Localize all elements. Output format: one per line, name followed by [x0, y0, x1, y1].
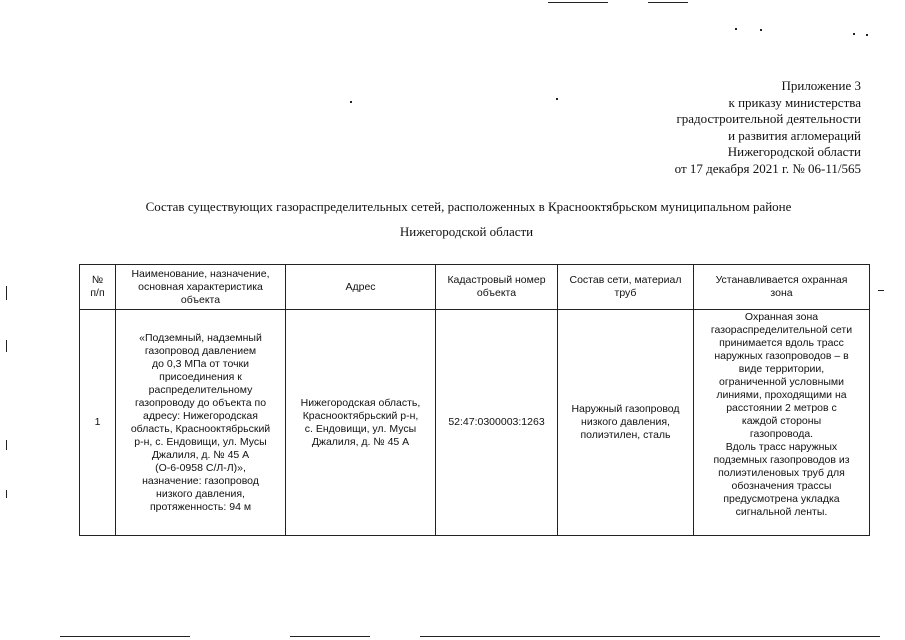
scan-artifact — [548, 2, 608, 3]
scan-artifact — [760, 29, 762, 31]
scan-artifact — [6, 440, 7, 450]
document-title-line-1: Состав существующих газораспределительных сетей, расположенных в Краснооктябрьском муниципальном районе — [145, 199, 792, 214]
header-cadastral: Кадастровый номер объекта — [436, 265, 558, 310]
cell-network: Наружный газопровод низкого давления, полиэтилен, сталь — [558, 310, 694, 536]
scan-artifact — [866, 34, 868, 36]
scan-artifact — [878, 290, 884, 291]
appendix-header — [675, 78, 861, 177]
gas-network-table — [79, 264, 870, 536]
scan-artifact — [290, 636, 370, 637]
header-network: Состав сети, материал труб — [558, 265, 694, 310]
table-row — [80, 310, 870, 536]
header-name: Наименование, назначение, основная характеристика объекта — [116, 265, 286, 310]
appendix-line: Нижегородской области — [727, 144, 861, 159]
scan-artifact — [6, 490, 7, 498]
scan-artifact — [350, 101, 352, 103]
scan-artifact — [556, 98, 558, 100]
appendix-line: Приложение 3 — [781, 78, 861, 93]
header-address: Адрес — [286, 265, 436, 310]
scan-artifact — [853, 33, 855, 35]
cell-cadastral: 52:47:0300003:1263 — [436, 310, 558, 536]
scan-artifact — [6, 286, 7, 300]
cell-num: 1 — [80, 310, 116, 536]
scan-artifact — [735, 28, 737, 30]
scan-artifact — [6, 340, 7, 352]
scan-artifact — [648, 2, 688, 3]
appendix-line: к приказу министерства — [728, 94, 861, 110]
scan-artifact — [60, 636, 190, 637]
appendix-line: и развития агломераций — [728, 127, 861, 143]
appendix-date-line: от 17 декабря 2021 г. № 06-11/565 — [674, 160, 861, 176]
header-protection: Устанавливается охранная зона — [694, 265, 870, 310]
header-num: № п/п — [80, 265, 116, 310]
cell-name: «Подземный, надземный газопровод давлением до 0,3 МПа от точки присоединения к распределительному газопроводу до объекта по адресу: Нижегородская область, Краснооктябрьский р-н, с. Ендовищи, ул. Мусы Джалиля, д. № 45 А (О-6-0958 С/Л-Л)», назначение: газопровод низкого давления, протяженность: 94 м — [116, 310, 286, 536]
document-title-line-2: Нижегородской области — [399, 224, 534, 239]
cell-address: Нижегородская область, Краснооктябрьский р-н, с. Ендовищи, ул. Мусы Джалиля, д. № 45 А — [286, 310, 436, 536]
cell-protection: Охранная зона газораспределительной сети принимается вдоль трасс наружных газопроводов – в виде территории, ограниченной условными линиями, проходящими на расстоянии 2 метров с каждой стороны газопровода. Вдоль трасс наружных подземных газопроводов из полиэтиленовых труб для обозначения трассы предусмотрена укладка сигнальной ленты. — [694, 310, 870, 536]
appendix-line: градостроительной деятельности — [676, 111, 861, 126]
scan-artifact — [420, 636, 880, 637]
table-header-row — [80, 265, 870, 310]
